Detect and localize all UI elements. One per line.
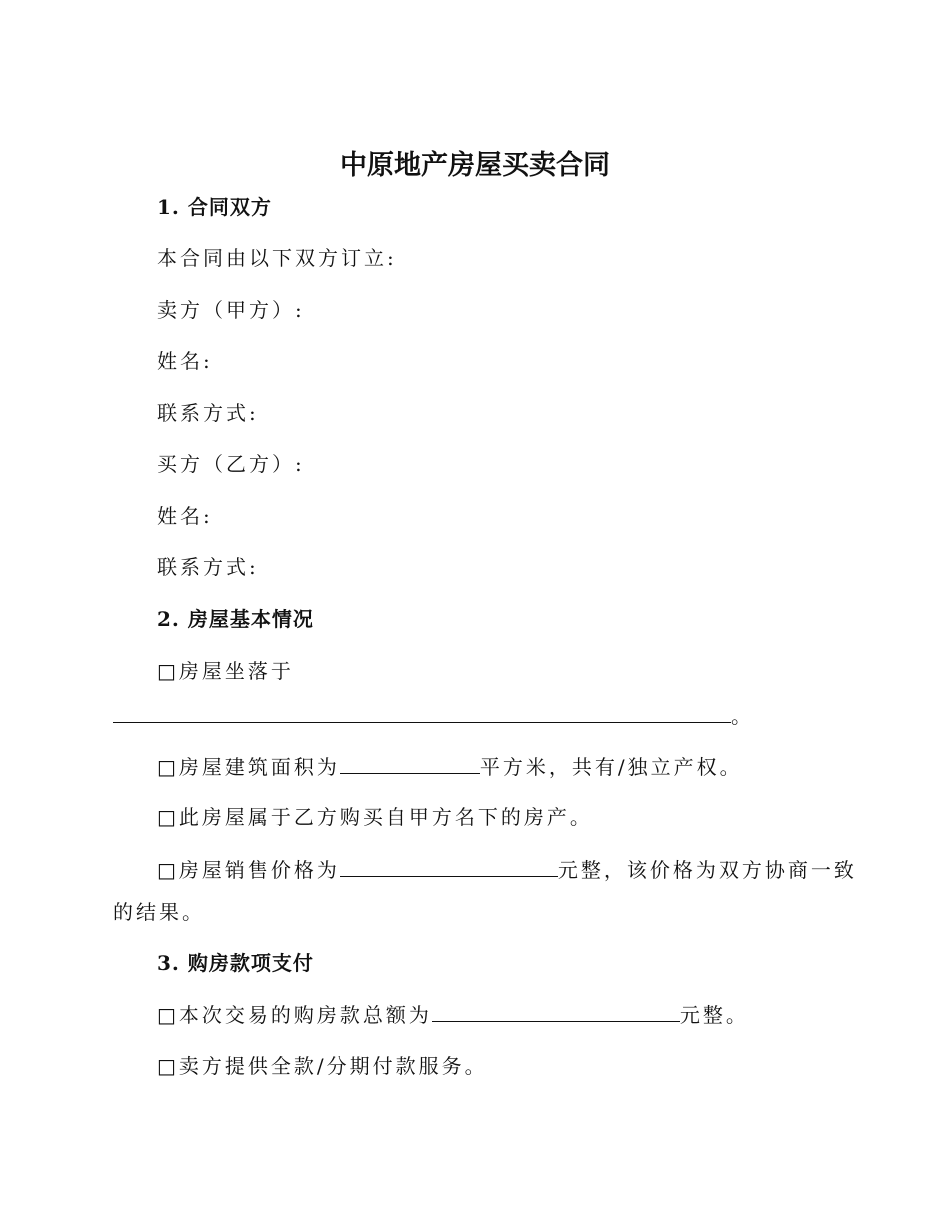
price-continued: 的结果。 <box>113 900 205 924</box>
buyer-contact-label: 联系方式: <box>157 555 259 579</box>
payment-method-line: □卖方提供全款/分期付款服务。 <box>157 1054 488 1078</box>
location-label: □房屋坐落于 <box>157 659 294 683</box>
document-title: 中原地产房屋买卖合同 <box>340 150 610 181</box>
location-end: 。 <box>731 704 754 728</box>
area-prefix: □房屋建筑面积为 <box>157 755 340 779</box>
total-blank <box>432 999 680 1022</box>
total-suffix: 元整。 <box>679 1003 749 1027</box>
seller-name-label: 姓名: <box>157 349 213 373</box>
price-prefix: □房屋销售价格为 <box>157 858 340 882</box>
price-suffix: 元整，该价格为双方协商一致 <box>557 858 857 882</box>
price-blank <box>340 854 558 877</box>
section-2-heading: 2. 房屋基本情况 <box>157 607 314 631</box>
section-1-heading: 1. 合同双方 <box>157 195 272 219</box>
seller-label: 卖方（甲方）: <box>157 298 305 322</box>
contract-intro: 本合同由以下双方订立: <box>157 246 397 270</box>
total-line <box>157 999 749 1030</box>
buyer-label: 买方（乙方）: <box>157 452 305 476</box>
area-suffix: 平方米，共有/独立产权。 <box>479 755 743 779</box>
ownership-line: □此房屋属于乙方购买自甲方名下的房产。 <box>157 805 593 829</box>
area-line <box>157 751 743 782</box>
location-blank <box>113 700 731 723</box>
area-blank <box>340 751 480 774</box>
total-prefix: □本次交易的购房款总额为 <box>157 1003 432 1027</box>
location-line <box>113 700 754 731</box>
section-3-heading: 3. 购房款项支付 <box>157 951 314 975</box>
seller-contact-label: 联系方式: <box>157 401 259 425</box>
buyer-name-label: 姓名: <box>157 504 213 528</box>
price-line <box>157 854 857 885</box>
